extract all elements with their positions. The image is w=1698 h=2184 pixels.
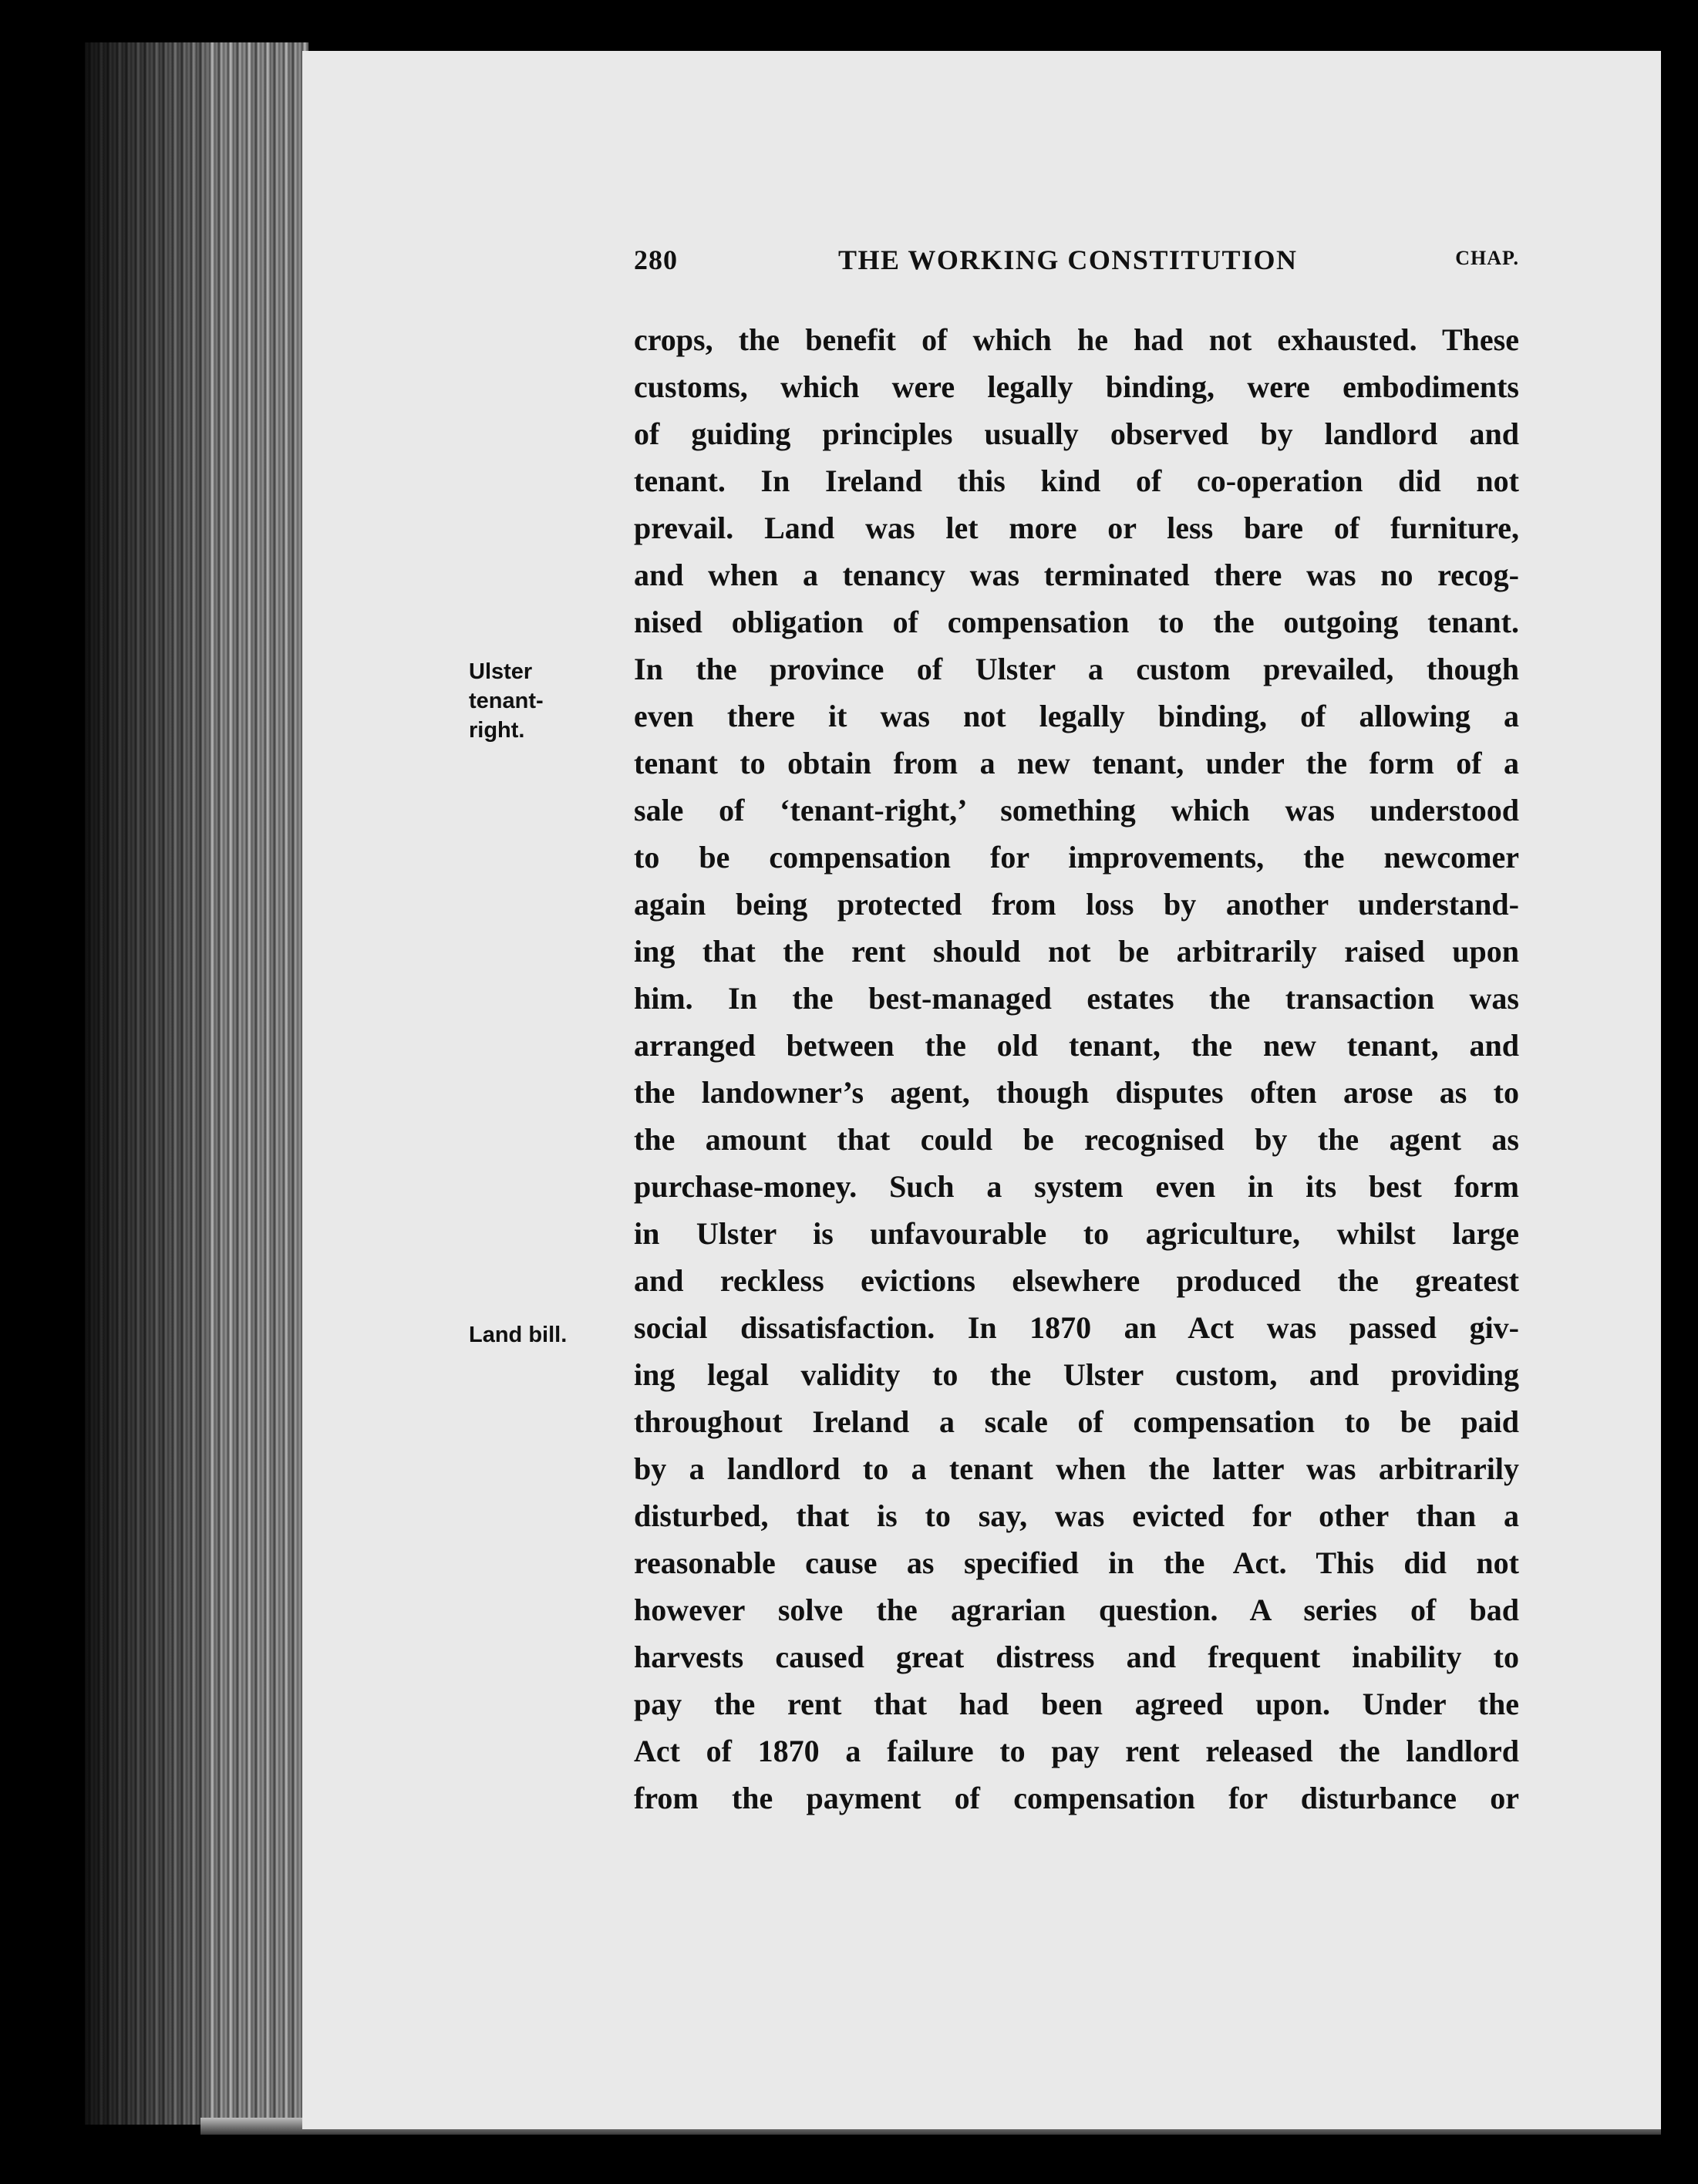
chapter-abbreviation: CHAP. (1455, 247, 1519, 269)
text-line: disturbed, that is to say, was evicted for other than a (634, 1498, 1519, 1533)
sidenote-land-bill (469, 1320, 600, 1350)
text-line: arranged between the old tenant, the new tenant, and (634, 1028, 1519, 1063)
text-line: pay the rent that had been agreed upon. Under the (634, 1687, 1519, 1721)
text-line: in Ulster is unfavourable to agriculture, whilst large (634, 1216, 1519, 1251)
text-line: the amount that could be recognised by the agent as (634, 1122, 1519, 1157)
text-line: crops, the benefit of which he had not exhausted. These (634, 322, 1519, 357)
text-line: sale of ‘tenant-right,’ something which was understood (634, 793, 1519, 827)
sidenote-line: Ulster (469, 659, 533, 684)
text-line: tenant. In Ireland this kind of co-operation did not (634, 463, 1519, 498)
text-line: ing that the rent should not be arbitrarily raised upon (634, 934, 1519, 969)
text-line: from the payment of compensation for disturbance or (634, 1781, 1519, 1815)
text-line: customs, which were legally binding, were embodiments (634, 369, 1519, 404)
sidenote-line: tenant- (469, 689, 544, 713)
text-line: of guiding principles usually observed by landlord and (634, 416, 1519, 451)
text-line: tenant to obtain from a new tenant, under the form of a (634, 746, 1519, 780)
running-title: THE WORKING CONSTITUTION (838, 244, 1298, 275)
text-line: the landowner’s agent, though disputes often arose as to (634, 1075, 1519, 1110)
text-line: In the province of Ulster a custom prevailed, though (634, 652, 1519, 686)
sidenote-line: right. (469, 718, 525, 743)
sidenote-ulster-tenant-right (469, 657, 585, 745)
text-line: however solve the agrarian question. A series of bad (634, 1592, 1519, 1627)
text-line: even there it was not legally binding, of allowing a (634, 699, 1519, 733)
text-line: harvests caused great distress and frequent inability to (634, 1640, 1519, 1674)
sidenote-line: Land bill. (469, 1323, 568, 1347)
text-line: and reckless evictions elsewhere produced the greatest (634, 1263, 1519, 1298)
text-line: Act of 1870 a failure to pay rent released the landlord (634, 1734, 1519, 1768)
text-line: again being protected from loss by another understand- (634, 887, 1519, 922)
spine-shadow (85, 42, 208, 2125)
text-line: and when a tenancy was terminated there was no recog- (634, 558, 1519, 592)
text-line: to be compensation for improvements, the newcomer (634, 840, 1519, 875)
text-line: reasonable cause as specified in the Act. This did not (634, 1545, 1519, 1580)
text-line: ing legal validity to the Ulster custom, and providing (634, 1357, 1519, 1392)
running-head (634, 244, 1519, 282)
text-line: prevail. Land was let more or less bare of furniture, (634, 511, 1519, 545)
text-line: purchase-money. Such a system even in its best form (634, 1169, 1519, 1204)
page-number: 280 (634, 244, 678, 275)
text-line: throughout Ireland a scale of compensation to be paid (634, 1404, 1519, 1439)
body-text (634, 316, 1519, 1822)
text-line: social dissatisfaction. In 1870 an Act was passed giv- (634, 1310, 1519, 1345)
text-line: by a landlord to a tenant when the latter was arbitrarily (634, 1451, 1519, 1486)
text-line: him. In the best-managed estates the transaction was (634, 981, 1519, 1016)
text-line: nised obligation of compensation to the outgoing tenant. (634, 605, 1519, 639)
